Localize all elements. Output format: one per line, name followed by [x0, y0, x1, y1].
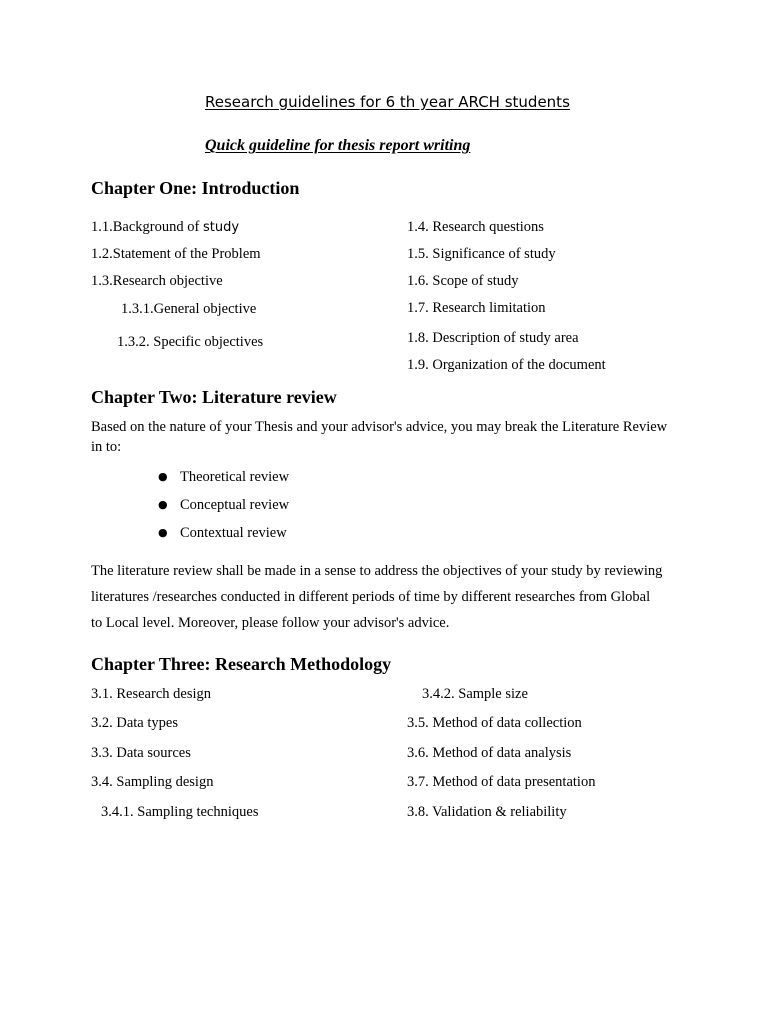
bullet-text: Theoretical review — [180, 469, 290, 485]
bullet-icon: ● — [158, 470, 168, 483]
toc-item-1-3-2: 1.3.2. Specific objectives — [117, 334, 264, 350]
literature-body-line-1: The literature review shall be made in a sense to address the objectives of your study by reviewing — [91, 563, 663, 579]
toc-item-1-6: 1.6. Scope of study — [407, 273, 519, 289]
toc-item-1-4: 1.4. Research questions — [407, 219, 544, 235]
chapter-one-heading: Chapter One: Introduction — [91, 178, 300, 198]
toc-item-3-1: 3.1. Research design — [91, 686, 211, 702]
toc-item-1-2: 1.2.Statement of the Problem — [91, 246, 261, 262]
toc-item-3-8: 3.8. Validation & reliability — [407, 804, 567, 820]
bullet-icon: ● — [158, 498, 168, 511]
toc-item-3-4-1: 3.4.1. Sampling techniques — [101, 804, 259, 820]
toc-item-1-1-text: 1.1.Background of — [91, 219, 203, 235]
toc-item-1-8: 1.8. Description of study area — [407, 330, 579, 346]
toc-item-3-3: 3.3. Data sources — [91, 745, 191, 761]
document-subtitle: Quick guideline for thesis report writing — [205, 137, 471, 154]
literature-intro-line-2: in to: — [91, 439, 122, 455]
bullet-text: Contextual review — [180, 525, 287, 541]
toc-item-3-6: 3.6. Method of data analysis — [407, 745, 572, 761]
toc-item-1-1-study-word: study — [202, 220, 240, 235]
toc-item-3-2: 3.2. Data types — [91, 715, 178, 731]
chapter-two-heading: Chapter Two: Literature review — [91, 387, 337, 407]
bullet-item — [158, 498, 289, 513]
bullet-icon: ● — [158, 526, 168, 539]
toc-item-1-1 — [91, 220, 239, 235]
toc-item-3-5: 3.5. Method of data collection — [407, 715, 582, 731]
toc-item-3-4-2: 3.4.2. Sample size — [422, 686, 528, 702]
toc-item-1-3-1: 1.3.1.General objective — [121, 301, 257, 317]
document-title: Research guidelines for 6 th year ARCH students — [205, 93, 570, 111]
bullet-item — [158, 470, 289, 485]
toc-item-1-9: 1.9. Organization of the document — [407, 357, 606, 373]
literature-body-line-3: to Local level. Moreover, please follow your advisor's advice. — [91, 615, 450, 631]
toc-item-3-4: 3.4. Sampling design — [91, 774, 214, 790]
bullet-text: Conceptual review — [180, 497, 290, 513]
literature-body-line-2: literatures /researches conducted in different periods of time by different researches from Global — [91, 589, 651, 605]
toc-item-1-7: 1.7. Research limitation — [407, 300, 546, 316]
toc-item-3-7: 3.7. Method of data presentation — [407, 774, 596, 790]
toc-item-1-5: 1.5. Significance of study — [407, 246, 556, 262]
chapter-three-heading: Chapter Three: Research Methodology — [91, 654, 392, 674]
toc-item-1-3: 1.3.Research objective — [91, 273, 223, 289]
bullet-item — [158, 526, 287, 541]
literature-intro-line-1: Based on the nature of your Thesis and your advisor's advice, you may break the Literature Review — [91, 419, 668, 435]
